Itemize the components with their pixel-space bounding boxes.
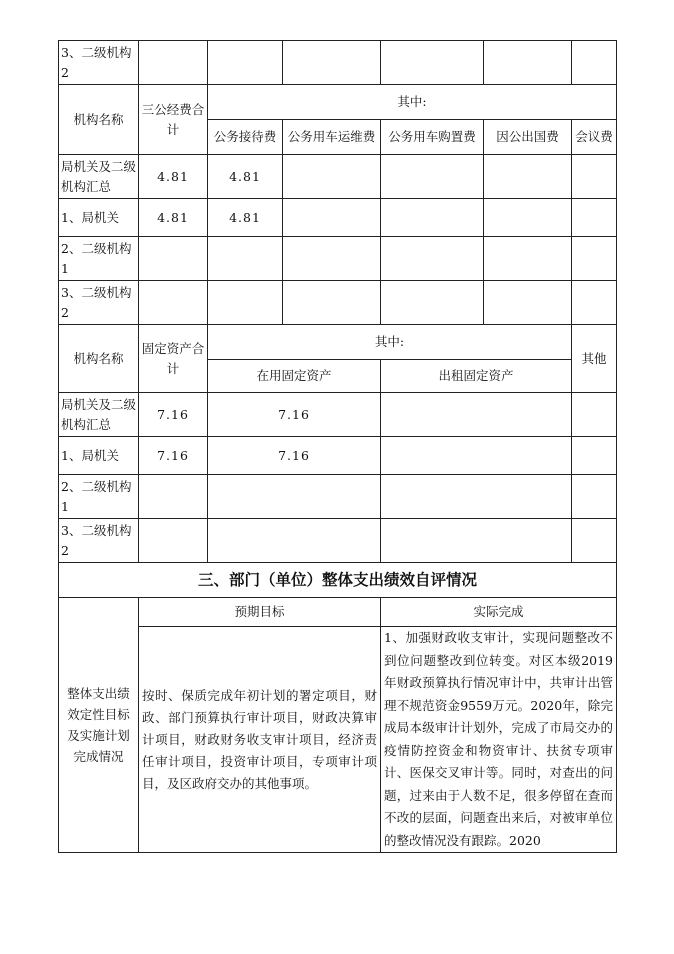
col-header-org-name: 机构名称 xyxy=(59,85,139,155)
rented-cell xyxy=(381,393,572,437)
section-title: 三、部门（单位）整体支出绩效自评情况 xyxy=(59,563,617,598)
value-cell: 4.81 xyxy=(208,199,283,237)
org-name-cell: 3、二级机构2 xyxy=(59,281,139,325)
col-header-sub: 公务接待费 xyxy=(208,120,283,155)
total-cell xyxy=(139,519,208,563)
table-row xyxy=(59,199,617,237)
col-header-among: 其中: xyxy=(208,85,617,120)
org-name-cell: 2、二级机构1 xyxy=(59,475,139,519)
value-cell xyxy=(283,199,381,237)
report-table xyxy=(58,40,617,853)
value-cell xyxy=(283,237,381,281)
col-header-expected: 预期目标 xyxy=(139,598,381,627)
other-cell xyxy=(572,519,617,563)
table-row xyxy=(59,237,617,281)
value-cell xyxy=(484,237,572,281)
in-use-cell: 7.16 xyxy=(208,393,381,437)
other-cell xyxy=(572,437,617,475)
org-name-cell: 1、局机关 xyxy=(59,437,139,475)
col-header-sub: 因公出国费 xyxy=(484,120,572,155)
rented-cell xyxy=(381,519,572,563)
value-cell xyxy=(572,237,617,281)
rented-cell xyxy=(381,437,572,475)
value-cell xyxy=(484,155,572,199)
table-row xyxy=(59,393,617,437)
value-cell xyxy=(381,281,484,325)
col-header-among: 其中: xyxy=(208,325,572,360)
total-cell: 7.16 xyxy=(139,393,208,437)
in-use-cell xyxy=(208,519,381,563)
total-cell: 4.81 xyxy=(139,155,208,199)
table-row xyxy=(59,475,617,519)
table-row xyxy=(59,519,617,563)
value-cell xyxy=(572,281,617,325)
col-header-total: 三公经费合计 xyxy=(139,85,208,155)
value-cell xyxy=(484,199,572,237)
value-cell xyxy=(208,237,283,281)
value-cell xyxy=(381,155,484,199)
total-cell: 7.16 xyxy=(139,437,208,475)
value-cell xyxy=(381,237,484,281)
col-header-sub: 会议费 xyxy=(572,120,617,155)
table-row xyxy=(59,281,617,325)
other-cell xyxy=(572,475,617,519)
perf-row-label: 整体支出绩效定性目标及实施计划完成情况 xyxy=(59,598,139,853)
table-row xyxy=(59,627,617,853)
value-cell xyxy=(484,281,572,325)
header-row xyxy=(59,325,617,360)
total-cell xyxy=(139,281,208,325)
value-cell xyxy=(572,155,617,199)
expected-text: 按时、保质完成年初计划的署定项目，财政、部门预算执行审计项目，财政决算审计项目，财政财务收支审计项目，经济责任审计项目，投资审计项目，专项审计项目，及区政府交办的其他事项。 xyxy=(139,627,381,853)
col-header-total: 固定资产合计 xyxy=(139,325,208,393)
total-cell: 4.81 xyxy=(139,199,208,237)
document-page xyxy=(58,40,616,853)
col-header-sub: 在用固定资产 xyxy=(208,360,381,393)
rented-cell xyxy=(381,475,572,519)
org-name-cell: 2、二级机构1 xyxy=(59,237,139,281)
col-header-org-name: 机构名称 xyxy=(59,325,139,393)
value-cell: 4.81 xyxy=(208,155,283,199)
section-title-row xyxy=(59,563,617,598)
org-name-cell: 局机关及二级机构汇总 xyxy=(59,155,139,199)
in-use-cell xyxy=(208,475,381,519)
value-cell xyxy=(208,281,283,325)
org-name-cell: 3、二级机构2 xyxy=(59,519,139,563)
col-header-sub: 公务用车运维费 xyxy=(283,120,381,155)
org-name-cell: 3、二级机构2 xyxy=(59,41,139,85)
col-header-other: 其他 xyxy=(572,325,617,393)
col-header-actual: 实际完成 xyxy=(381,598,617,627)
col-header-sub: 公务用车购置费 xyxy=(381,120,484,155)
total-cell xyxy=(139,237,208,281)
table-row xyxy=(59,41,617,85)
org-name-cell: 局机关及二级机构汇总 xyxy=(59,393,139,437)
org-name-cell: 1、局机关 xyxy=(59,199,139,237)
actual-text: 1、加强财政收支审计，实现问题整改不到位问题整改到位转变。对区本级2019年财政预算执行情况审计中，共审计出管理不规范资金9559万元。2020年，除完成局本级审计计划外，完成了市局交办的疫情防控资金和物资审计、扶贫专项审计、医保交叉审计等。同时，对查出的问题，过来由于人数不足，很多停留在查而不改的层面，问题查出来后，对被审单位的整改情况没有跟踪。2020 xyxy=(381,627,617,853)
col-header-sub: 出租固定资产 xyxy=(381,360,572,393)
table-row xyxy=(59,437,617,475)
value-cell xyxy=(381,199,484,237)
other-cell xyxy=(572,393,617,437)
value-cell xyxy=(572,199,617,237)
in-use-cell: 7.16 xyxy=(208,437,381,475)
header-row xyxy=(59,598,617,627)
value-cell xyxy=(283,281,381,325)
value-cell xyxy=(283,155,381,199)
table-row xyxy=(59,155,617,199)
header-row xyxy=(59,85,617,120)
total-cell xyxy=(139,475,208,519)
